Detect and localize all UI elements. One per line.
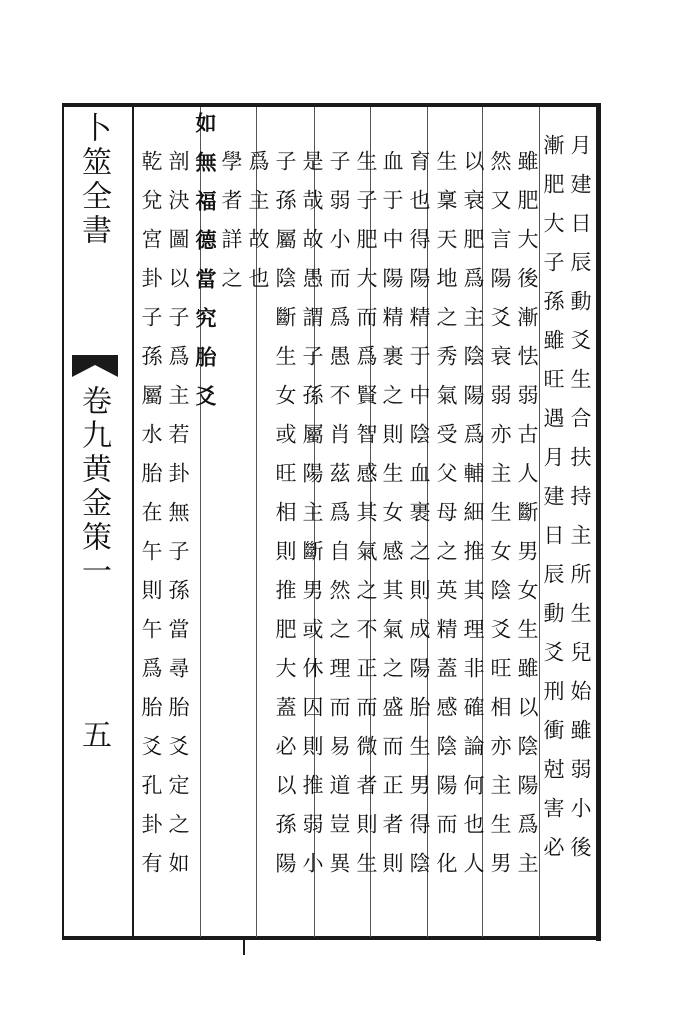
margin-divider-rule xyxy=(132,103,134,939)
frame-bottom-rule xyxy=(62,936,601,940)
text-column: 子弱小而爲愚不肖茲爲自然之理而易道豈異 xyxy=(327,150,351,891)
text-column: 生稟天地之秀氣受父母之英精蓋感陰陽而化 xyxy=(434,150,458,891)
fish-tail-mark-icon xyxy=(72,355,118,377)
bottom-tick-mark xyxy=(243,937,245,955)
text-column: 漸肥大子孫雖旺遇月建日辰動爻刑衝尅害必 xyxy=(541,134,565,875)
frame-right-rule xyxy=(596,103,601,941)
text-column: 育也得陽精于中陰血裹之則成陽胎生男得陰 xyxy=(407,150,431,891)
page-number: 五 xyxy=(76,719,111,749)
text-column: 雖肥大後漸怯弱古人斷男女生雖以陰陽爲主 xyxy=(515,150,539,891)
text-column: 學者詳之 xyxy=(219,150,243,306)
text-column: 是哉故愚謂子孫屬陽主斷男或休囚則推弱小 xyxy=(300,150,324,891)
text-column: 子孫屬陰斷生女或旺相則推肥大蓋必以孫陽 xyxy=(273,150,297,891)
text-column: 剖決圖以子爲主若卦無子孫當尋胎爻定之如 xyxy=(166,150,190,891)
text-column: 生子肥大而爲賢智感其氣之不正而微者則生 xyxy=(354,150,378,891)
book-title: 卜筮全書 xyxy=(76,112,111,248)
text-column: 月建日辰動爻生合扶持主所生兒始雖弱小後 xyxy=(568,134,592,875)
text-column: 爲主故也 xyxy=(246,150,270,306)
text-column: 以衰肥爲主陰陽爲輔細推其理非確論何也人 xyxy=(461,150,485,891)
text-column: 血于中陽精裹之則生女感其氣之盛而正者則 xyxy=(380,150,404,891)
page-margin xyxy=(64,107,132,936)
frame-top-rule xyxy=(62,103,598,107)
volume-title: 卷九黄金策一 xyxy=(76,385,111,589)
text-column: 乾兌宮卦子孫屬水胎在午則午爲胎爻孔卦有 xyxy=(139,150,163,891)
text-column: 然又言陽爻衰弱亦主生女陰爻旺相亦主生男 xyxy=(488,150,512,891)
section-heading: 如無福德當究胎爻 xyxy=(193,112,218,424)
